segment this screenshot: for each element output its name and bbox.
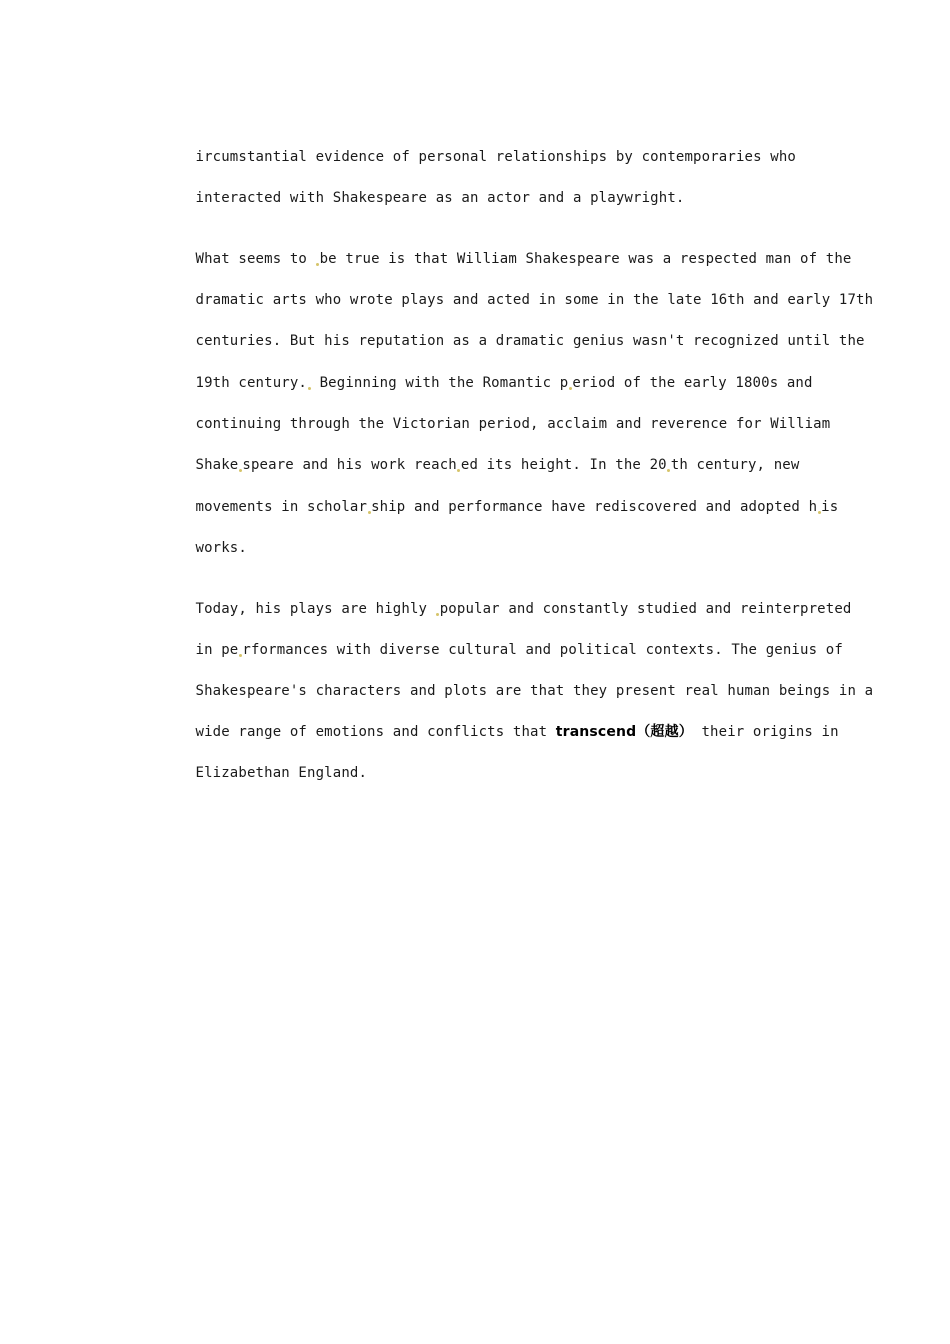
paragraph-3-line-1 [144, 579, 852, 617]
paragraph-1-line-1 [144, 127, 796, 165]
paragraph-2-line-1 [144, 229, 852, 267]
text-span: continuing through the Victorian period, acclaim and reverence for William [195, 416, 831, 432]
text-span: Shakespeare's characters and plots are that they present real human beings in a [195, 683, 874, 699]
paragraph-3-line-2 [144, 620, 843, 658]
text-span: popular and constantly studied and reinterpreted [439, 601, 852, 617]
paragraph-3-line-5 [144, 743, 368, 781]
text-span: centuries. But his reputation as a dramatic genius wasn't recognized until the [195, 333, 865, 349]
text-span: ship and performance have rediscovered and adopted h [371, 499, 818, 515]
text-span: their origins in [692, 724, 839, 740]
paragraph-2-line-5 [144, 394, 831, 432]
paragraph-2-line-6 [144, 435, 800, 473]
paragraph-2-line-7 [144, 477, 839, 515]
paragraph-1-line-2 [144, 168, 685, 206]
text-span: Today, his plays are highly [195, 601, 436, 617]
text-span: th century, new [670, 457, 800, 473]
text-span: movements in scholar [195, 499, 368, 515]
text-span: wide range of emotions and conflicts that [195, 724, 556, 740]
paragraph-2-line-4 [144, 353, 813, 391]
text-span: Shake [195, 457, 239, 473]
text-span: 19th century. [195, 375, 308, 391]
text-span: in pe [195, 642, 239, 658]
text-span: Beginning with the Romantic p [311, 375, 569, 391]
text-span: eriod of the early 1800s and [572, 375, 813, 391]
paragraph-2-line-2 [144, 270, 874, 308]
text-span: What seems to [195, 251, 316, 267]
paragraph-2-line-3 [144, 311, 865, 349]
paragraph-3-line-3 [144, 661, 874, 699]
text-span: be true is that William Shakespeare was a respected man of the [319, 251, 852, 267]
text-span: dramatic arts who wrote plays and acted in some in the late 16th and early 17th [195, 292, 874, 308]
text-span: is [821, 499, 839, 515]
text-span: interacted with Shakespeare as an actor and a playwright. [195, 190, 685, 206]
text-span: speare and his work reach [242, 457, 457, 473]
paragraph-2-line-8 [144, 518, 247, 556]
paragraph-3-line-4 [144, 702, 839, 740]
text-span: ircumstantial evidence of personal relationships by contemporaries who [195, 149, 796, 165]
text-span: Elizabethan England. [195, 765, 368, 781]
text-span: rformances with diverse cultural and political contexts. The genius of [242, 642, 843, 658]
glossary-term: transcend（超越） [555, 724, 693, 740]
text-span: ed its height. In the 20 [460, 457, 667, 473]
text-span: works. [195, 540, 247, 556]
